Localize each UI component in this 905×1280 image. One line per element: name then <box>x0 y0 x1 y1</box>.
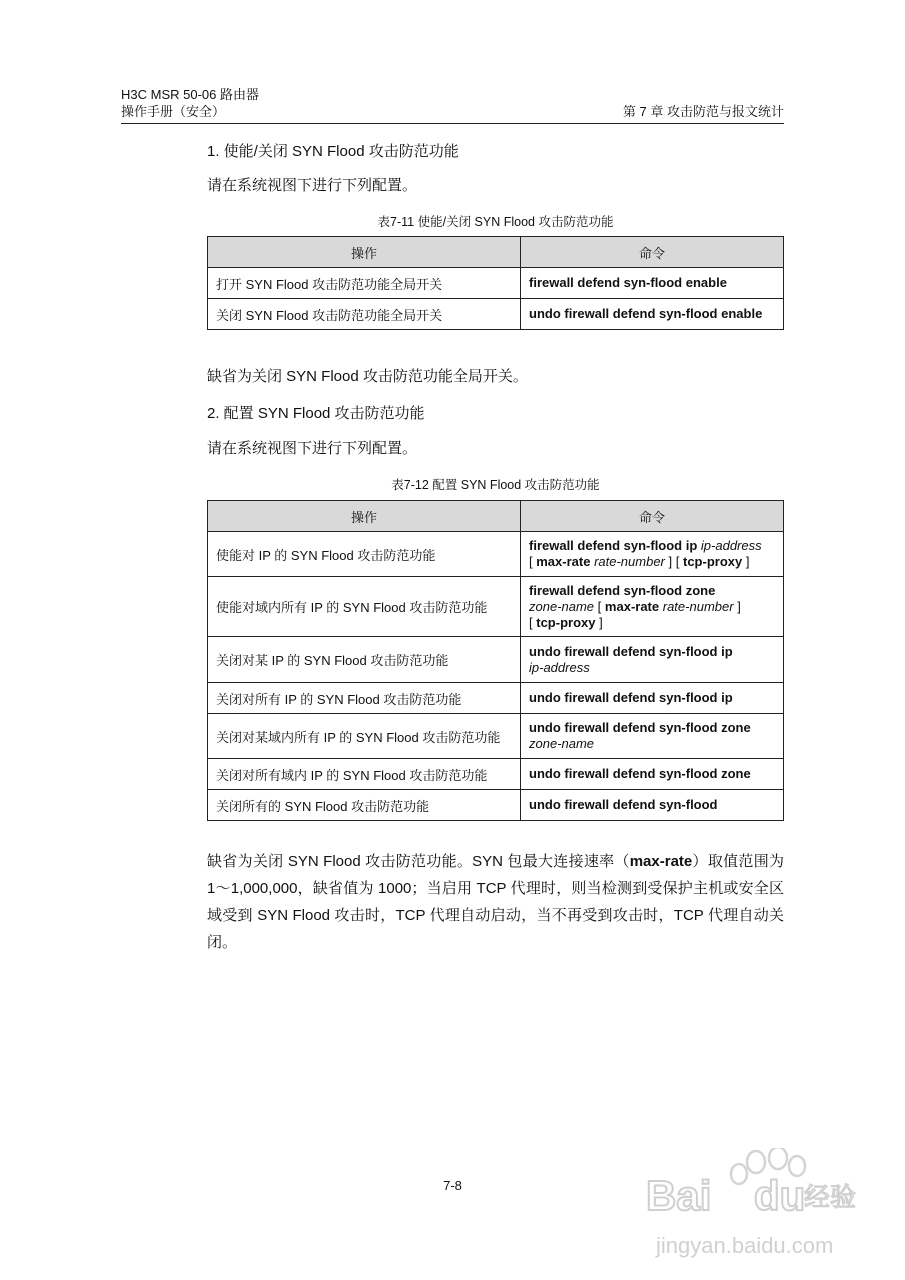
page-header <box>121 86 784 120</box>
cmd-bracket: ] <box>599 614 603 630</box>
table-row <box>208 577 784 637</box>
row-cmd <box>521 637 784 683</box>
row-cmd <box>521 714 784 759</box>
svg-text:经验: 经验 <box>804 1183 857 1213</box>
table-7-11-caption: 表7-11 使能/关闭 SYN Flood 攻击防范功能 <box>377 215 614 229</box>
svg-text:du: du <box>754 1172 806 1219</box>
row-op: 关闭对所有域内 IP 的 SYN Flood 攻击防范功能 <box>208 759 521 790</box>
table-row <box>208 683 784 714</box>
section-1-title: 1. 使能/关闭 SYN Flood 攻击防范功能 <box>207 143 459 160</box>
row-op: 关闭对某 IP 的 SYN Flood 攻击防范功能 <box>208 637 521 683</box>
cmd-arg: zone-name <box>529 598 595 614</box>
svg-text:jingyan.baidu.com: jingyan.baidu.com <box>656 1233 834 1258</box>
row-op: 关闭 SYN Flood 攻击防范功能全局开关 <box>208 299 521 330</box>
col-header-cmd: 命令 <box>521 501 784 532</box>
cmd-keyword: firewall defend syn-flood ip <box>529 538 698 553</box>
cmd-keyword: undo firewall defend syn-flood zone <box>529 766 751 781</box>
cmd-keyword: tcp-proxy <box>682 554 743 569</box>
cmd-bracket: ] <box>745 554 750 569</box>
section-1-note: 缺省为关闭 SYN Flood 攻击防范功能全局开关。 <box>207 368 528 385</box>
row-op: 打开 SYN Flood 攻击防范功能全局开关 <box>208 268 521 299</box>
table-row <box>208 759 784 790</box>
section-1-intro: 请在系统视图下进行下列配置。 <box>207 177 418 194</box>
header-manual: 操作手册（安全） <box>121 104 226 119</box>
cmd-keyword: firewall defend syn-flood zone <box>529 582 716 598</box>
row-cmd <box>521 683 784 714</box>
cmd-arg: rate-number <box>662 598 734 614</box>
table-row <box>208 790 784 821</box>
row-op: 使能对 IP 的 SYN Flood 攻击防范功能 <box>208 532 521 577</box>
baidu-jingyan-watermark <box>644 1148 864 1268</box>
note-text: ）取值范围为 1～1,000,000，缺省值为 1000；当启用 TCP 代理时，则当检测到受保护主机或安全区域受到 SYN Flood 攻击时，TCP 代理自动启动，当不再受到攻击时，TCP 代理自动关闭。 <box>207 853 784 951</box>
section-2-title: 2. 配置 SYN Flood 攻击防范功能 <box>207 405 425 422</box>
cmd-bracket: ] [ <box>668 554 680 569</box>
row-op: 使能对域内所有 IP 的 SYN Flood 攻击防范功能 <box>208 577 521 637</box>
table-7-11 <box>207 236 784 330</box>
table-row <box>208 268 784 299</box>
header-rule <box>121 123 784 124</box>
row-op: 关闭对某域内所有 IP 的 SYN Flood 攻击防范功能 <box>208 714 521 759</box>
table-7-12 <box>207 500 784 821</box>
cmd-keyword: undo firewall defend syn-flood ip <box>529 643 733 659</box>
cmd-bracket: ] <box>737 598 741 614</box>
table-header-row <box>208 501 784 532</box>
header-product: H3C MSR 50-06 路由器 <box>121 87 259 102</box>
cmd-bracket: [ <box>597 598 602 614</box>
cmd-keyword: tcp-proxy <box>536 614 596 630</box>
cmd-keyword: undo firewall defend syn-flood <box>529 797 718 812</box>
table-header-row <box>208 237 784 268</box>
col-header-op: 操作 <box>208 501 521 532</box>
cmd-arg: ip-address <box>529 659 590 675</box>
table-row <box>208 714 784 759</box>
header-chapter: 第 7 章 攻击防范与报文统计 <box>622 104 784 119</box>
row-cmd: undo firewall defend syn-flood enable <box>521 299 784 330</box>
note-text: 缺省为关闭 SYN Flood 攻击防范功能。SYN 包最大连接速率（ <box>207 853 630 870</box>
row-cmd <box>521 532 784 577</box>
section-2-intro: 请在系统视图下进行下列配置。 <box>207 440 418 457</box>
table-row <box>208 299 784 330</box>
row-cmd <box>521 790 784 821</box>
table-row <box>208 637 784 683</box>
row-cmd: firewall defend syn-flood enable <box>521 268 784 299</box>
row-cmd <box>521 759 784 790</box>
page-number: 7-8 <box>443 1178 462 1193</box>
cmd-keyword: max-rate <box>604 598 660 614</box>
cmd-arg: rate-number <box>594 554 665 569</box>
cmd-bracket: [ <box>529 554 533 569</box>
row-op: 关闭对所有 IP 的 SYN Flood 攻击防范功能 <box>208 683 521 714</box>
section-2-note <box>207 848 784 956</box>
table-row <box>208 532 784 577</box>
cmd-bracket: [ <box>529 614 533 630</box>
cmd-keyword: undo firewall defend syn-flood zone <box>529 720 751 735</box>
cmd-arg: ip-address <box>700 538 762 553</box>
table-7-12-caption: 表7-12 配置 SYN Flood 攻击防范功能 <box>391 478 600 492</box>
cmd-keyword: max-rate <box>536 554 591 569</box>
col-header-cmd: 命令 <box>521 237 784 268</box>
row-op: 关闭所有的 SYN Flood 攻击防范功能 <box>208 790 521 821</box>
col-header-op: 操作 <box>208 237 521 268</box>
svg-text:Bai: Bai <box>646 1172 712 1219</box>
cmd-keyword: undo firewall defend syn-flood ip <box>529 690 733 705</box>
row-cmd <box>521 577 784 637</box>
note-keyword: max-rate <box>629 853 693 870</box>
cmd-arg: zone-name <box>529 736 595 751</box>
